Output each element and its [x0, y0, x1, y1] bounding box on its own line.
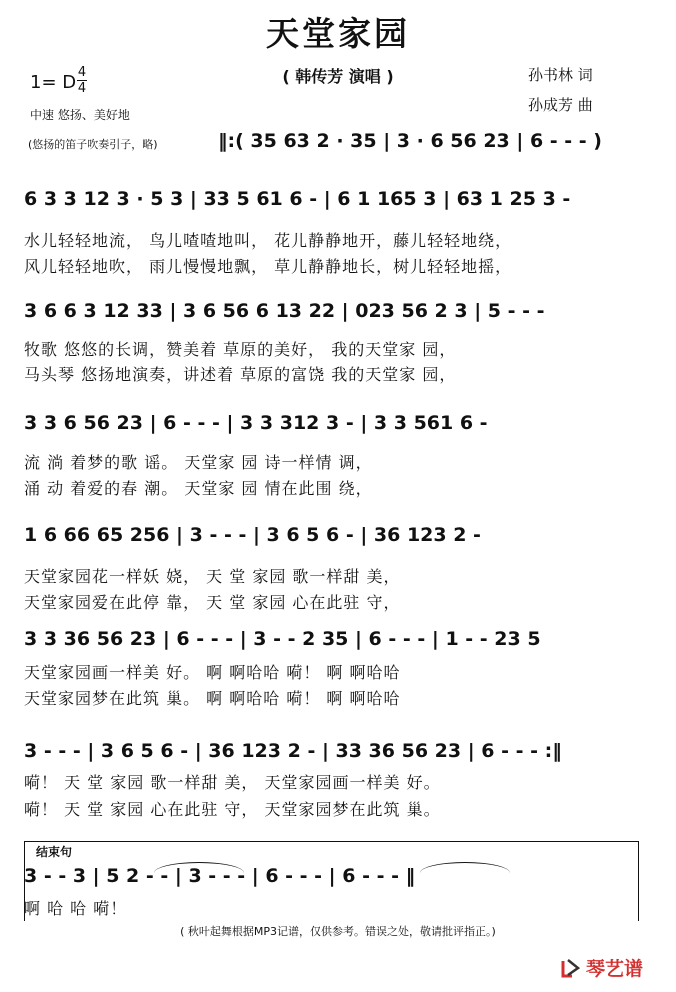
- score-row-1: 6 3 3 12 3 · 5 3 | 33 5 61 6 - | 6 1 165 3 | 63 1 25 3 -: [24, 188, 571, 210]
- lyric-row-7a: 啊 哈 哈 嗬！: [24, 899, 128, 918]
- ending-frame-top: [24, 841, 638, 842]
- score-row-5: 3 3 36 56 23 | 6 - - - | 3 - - 2 35 | 6 - - - | 1 - - 23 5: [24, 628, 541, 650]
- score-row-6: 3 - - - | 3 6 5 6 - | 36 123 2 - | 33 36 56 23 | 6 - - - :‖: [24, 740, 562, 762]
- slur-mark: [420, 862, 510, 873]
- lyric-row-1a: 水儿轻轻地流， 鸟儿喳喳地叫， 花儿静静地开，藤儿轻轻地绕，: [24, 231, 513, 250]
- ending-label: 结束句: [36, 845, 73, 859]
- site-logo[interactable]: [560, 954, 643, 981]
- lyric-row-2a: 牧歌 悠悠的长调，赞美着 草原的美好， 我的天堂家 园，: [24, 340, 457, 359]
- logo-icon: [560, 957, 582, 979]
- lyric-row-4b: 天堂家园爱在此停 靠， 天 堂 家园 心在此驻 守，: [24, 593, 401, 612]
- song-title: 天堂家园: [266, 14, 410, 53]
- score-row-3: 3 3 6 56 23 | 6 - - - | 3 3 312 3 - | 3 3 561 6 -: [24, 412, 488, 434]
- lyric-row-5b: 天堂家园梦在此筑 巢。 啊 啊哈哈 嗬！ 啊 啊哈哈: [24, 689, 401, 708]
- lyric-row-3a: 流 淌 着梦的歌 谣。 天堂家 园 诗一样情 调，: [24, 453, 373, 472]
- composer-credit: 孙成芳 曲: [528, 96, 593, 114]
- time-signature: [77, 66, 87, 95]
- logo-text: 琴艺谱: [586, 958, 644, 980]
- footer-note: ( 秋叶起舞根据MP3记谱，仅供参考。错误之处，敬请批评指正。): [180, 925, 496, 938]
- lyric-row-6b: 嗬！ 天 堂 家园 心在此驻 守， 天堂家园梦在此筑 巢。: [24, 800, 441, 819]
- lyric-row-3b: 涌 动 着爱的春 潮。 天堂家 园 情在此围 绕，: [24, 479, 373, 498]
- slur-mark: [154, 862, 244, 873]
- lyric-row-6a: 嗬！ 天 堂 家园 歌一样甜 美， 天堂家园画一样美 好。: [24, 773, 441, 792]
- score-row-7: 3 - - 3 | 5 2 - - | 3 - - - | 6 - - - | 6 - - - ‖: [24, 865, 416, 887]
- lyric-row-4a: 天堂家园花一样妖 娆， 天 堂 家园 歌一样甜 美，: [24, 567, 401, 586]
- tempo-marking: 中速 悠扬、美好地: [30, 108, 130, 122]
- intro-note: (悠扬的笛子吹奏引子，略): [28, 138, 158, 151]
- score-row-0: ‖:( 35 63 2 · 35 | 3 · 6 56 23 | 6 - - - ): [218, 130, 602, 152]
- score-row-2: 3 6 6 3 12 33 | 3 6 56 6 13 22 | 023 56 2 3 | 5 - - -: [24, 300, 545, 322]
- score-row-4: 1 6 66 65 256 | 3 - - - | 3 6 5 6 - | 36 123 2 -: [24, 524, 481, 546]
- lyric-row-2b: 马头琴 悠扬地演奏，讲述着 草原的富饶 我的天堂家 园，: [24, 365, 457, 384]
- performer-line: ( 韩传芳 演唱 ): [282, 67, 394, 86]
- key-signature: 1= D: [30, 72, 77, 93]
- time-signature-bottom: 4: [77, 81, 87, 96]
- lyric-row-1b: 风儿轻轻地吹， 雨儿慢慢地飘， 草儿静静地长，树儿轻轻地摇，: [24, 257, 513, 276]
- lyricist-credit: 孙书林 词: [528, 66, 593, 84]
- time-signature-top: 4: [77, 65, 87, 80]
- lyric-row-5a: 天堂家园画一样美 好。 啊 啊哈哈 嗬！ 啊 啊哈哈: [24, 663, 401, 682]
